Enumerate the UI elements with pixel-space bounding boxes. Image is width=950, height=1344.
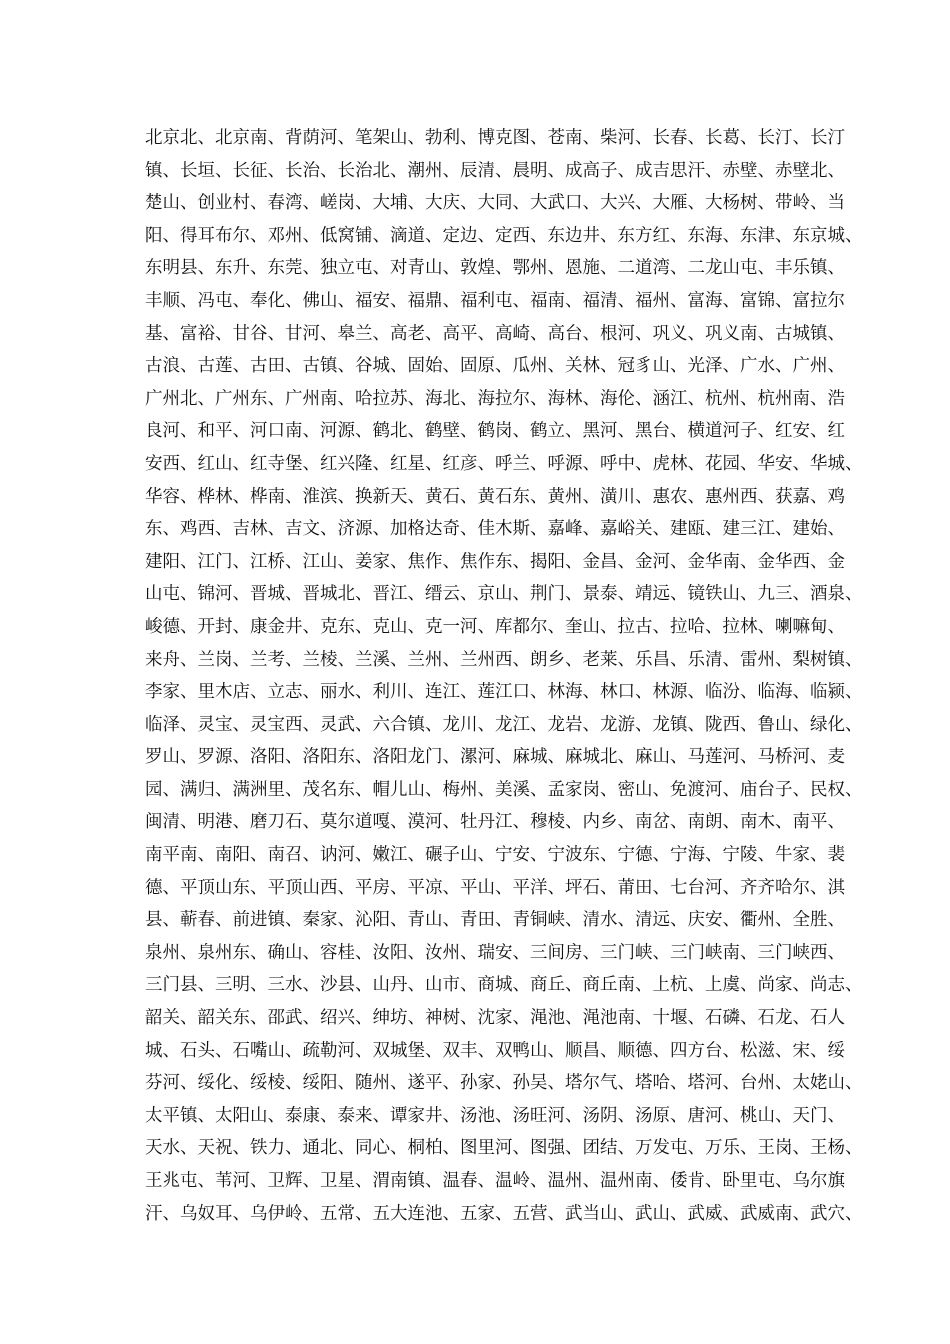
text-line: 泉州、泉州东、确山、容桂、汝阳、汝州、瑞安、三间房、三门峡、三门峡南、三门峡西、 — [145, 942, 845, 963]
text-line: 园、满归、满洲里、茂名东、帽儿山、梅州、美溪、孟家岗、密山、免渡河、庙台子、民权、 — [145, 779, 863, 800]
text-line: 山屯、锦河、晋城、晋城北、晋江、缙云、京山、荆门、景泰、靖远、镜铁山、九三、酒泉、 — [145, 584, 863, 605]
text-line: 北京北、北京南、背荫河、笔架山、勃利、博克图、苍南、柴河、长春、长葛、长汀、长汀 — [145, 128, 845, 148]
text-line: 李家、里木店、立志、丽水、利川、连江、莲江口、林海、林口、林源、临汾、临海、临颍、 — [145, 682, 863, 703]
text-line: 东、鸡西、吉林、吉文、济源、加格达奇、佳木斯、嘉峰、嘉峪关、建瓯、建三江、建始、 — [145, 519, 845, 540]
text-line: 峻德、开封、康金井、克东、克山、克一河、库都尔、奎山、拉古、拉哈、拉林、喇嘛甸、 — [145, 616, 845, 637]
text-line: 城、石头、石嘴山、疏勒河、双城堡、双丰、双鸭山、顺昌、顺德、四方台、松滋、宋、绥 — [145, 1040, 845, 1061]
text-line: 芬河、绥化、绥棱、绥阳、随州、遂平、孙家、孙吴、塔尔气、塔哈、塔河、台州、太姥山、 — [145, 1073, 863, 1094]
text-line: 德、平顶山东、平顶山西、平房、平凉、平山、平洋、坪石、莆田、七台河、齐齐哈尔、淇 — [145, 877, 845, 898]
text-line: 东明县、东升、东莞、独立屯、对青山、敦煌、鄂州、恩施、二道湾、二龙山屯、丰乐镇、 — [145, 258, 845, 279]
text-line: 广州北、广州东、广州南、哈拉苏、海北、海拉尔、海林、海伦、涵江、杭州、杭州南、浩 — [145, 388, 845, 409]
text-line: 古浪、古莲、古田、古镇、谷城、固始、固原、瓜州、关林、冠豸山、光泽、广水、广州、 — [145, 356, 845, 377]
text-line: 安西、红山、红寺堡、红兴隆、红星、红彦、呼兰、呼源、呼中、虎林、花园、华安、华城、 — [145, 453, 863, 474]
text-line: 南平南、南阳、南召、讷河、嫩江、碾子山、宁安、宁波东、宁德、宁海、宁陵、牛家、裴 — [145, 845, 845, 866]
text-line: 闽清、明港、磨刀石、莫尔道嘎、漠河、牡丹江、穆棱、内乡、南岔、南朗、南木、南平、 — [145, 812, 845, 833]
text-line: 良河、和平、河口南、河源、鹤北、鹤壁、鹤岗、鹤立、黑河、黑台、横道河子、红安、红 — [145, 421, 845, 442]
text-line: 阳、得耳布尔、邓州、低窝铺、滴道、定边、定西、东边井、东方红、东海、东津、东京城、 — [145, 225, 863, 246]
text-line: 王兆屯、苇河、卫辉、卫星、渭南镇、温春、温岭、温州、温州南、倭肯、卧里屯、乌尔旗 — [145, 1171, 845, 1191]
text-line: 镇、长垣、长征、长治、长治北、潮州、辰清、晨明、成高子、成吉思汗、赤壁、赤壁北、 — [145, 160, 845, 181]
text-line: 华容、桦林、桦南、淮滨、换新天、黄石、黄石东、黄州、潢川、惠农、惠州西、获嘉、鸡 — [145, 486, 845, 507]
text-line: 临泽、灵宝、灵宝西、灵武、六合镇、龙川、龙江、龙岩、龙游、龙镇、陇西、鲁山、绿化、 — [145, 714, 863, 735]
text-line: 汗、乌奴耳、乌伊岭、五常、五大连池、五家、五营、武当山、武山、武威、武威南、武穴、 — [145, 1203, 863, 1224]
text-line: 三门县、三明、三水、沙县、山丹、山市、商城、商丘、商丘南、上杭、上虞、尚家、尚志、 — [145, 975, 863, 996]
text-line: 韶关、韶关东、邵武、绍兴、绅坊、神树、沈家、渑池、渑池南、十堰、石磷、石龙、石人 — [145, 1008, 845, 1029]
text-line: 楚山、创业村、春湾、嵯岗、大埔、大庆、大同、大武口、大兴、大雁、大杨树、带岭、当 — [145, 193, 845, 214]
text-line: 丰顺、冯屯、奉化、佛山、福安、福鼎、福利屯、福南、福清、福州、富海、富锦、富拉尔 — [145, 290, 845, 311]
text-line: 来舟、兰岗、兰考、兰棱、兰溪、兰州、兰州西、朗乡、老莱、乐昌、乐清、雷州、梨树镇、 — [145, 649, 863, 670]
text-line: 罗山、罗源、洛阳、洛阳东、洛阳龙门、漯河、麻城、麻城北、麻山、马莲河、马桥河、麦 — [145, 747, 845, 768]
station-list-paragraph — [145, 122, 863, 1230]
text-line: 天水、天祝、铁力、通北、同心、桐柏、图里河、图强、团结、万发屯、万乐、王岗、王杨、 — [145, 1138, 863, 1159]
text-line: 建阳、江门、江桥、江山、姜家、焦作、焦作东、揭阳、金昌、金河、金华南、金华西、金 — [145, 551, 845, 572]
text-line: 基、富裕、甘谷、甘河、皋兰、高老、高平、高崎、高台、根河、巩义、巩义南、古城镇、 — [145, 323, 845, 344]
text-line: 县、蕲春、前进镇、秦家、沁阳、青山、青田、青铜峡、清水、清远、庆安、衢州、全胜、 — [145, 910, 845, 931]
text-line: 太平镇、太阳山、泰康、泰来、谭家井、汤池、汤旺河、汤阴、汤原、唐河、桃山、天门、 — [145, 1105, 845, 1126]
